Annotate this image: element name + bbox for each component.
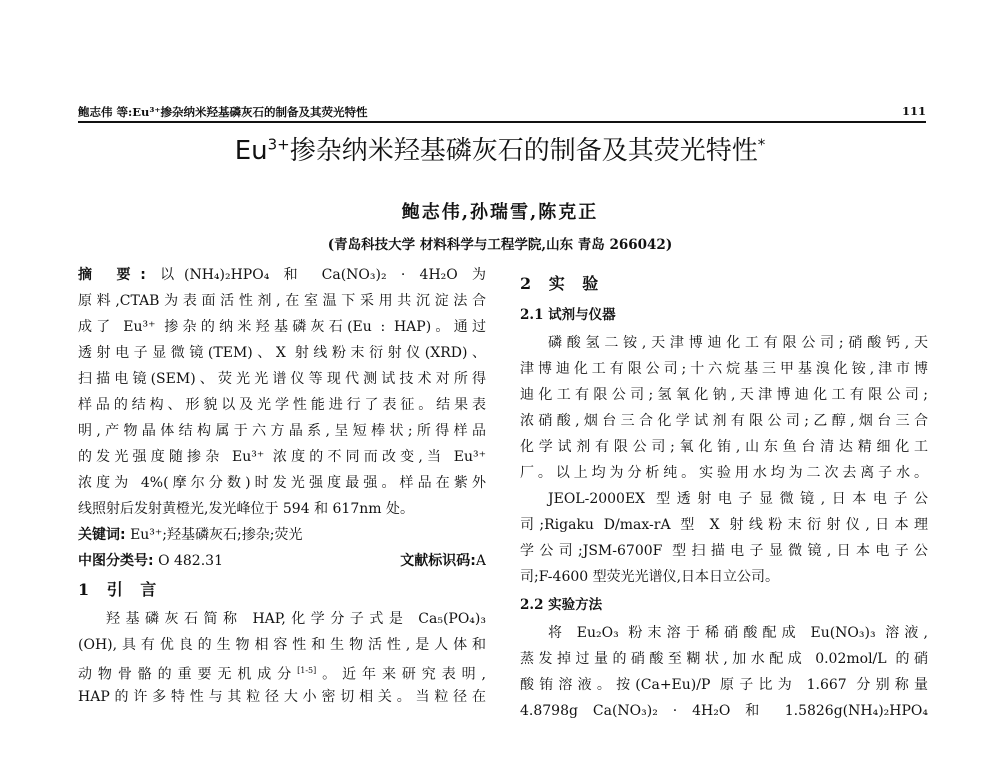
abstract-line: 样品的结构、形貌以及光学性能进行了表征。结果表 — [78, 397, 486, 413]
section-heading-introduction: 1 引 言 — [78, 580, 163, 599]
instrument-line: 司;Rigaku D/max-rA 型 X 射线粉末衍射仪,日本理 — [520, 517, 928, 533]
classification-value: O 482.31 — [158, 553, 223, 569]
title-rest: 掺杂纳米羟基磷灰石的制备及其荧光特性 — [289, 136, 758, 166]
instrument-line: 司;F-4600 型荧光光谱仪,日本日立公司。 — [520, 569, 780, 585]
title-superscript: 3+ — [267, 135, 290, 154]
abstract-line: 原料,CTAB为表面活性剂,在室温下采用共沉淀法合 — [78, 293, 486, 309]
instrument-line: 学公司;JSM-6700F 型扫描电子显微镜,日本电子公 — [520, 543, 928, 559]
citation: [1-5] — [297, 666, 317, 675]
intro-text: 动物骨骼的重要无机成分 — [78, 666, 298, 683]
reagent-line: 津博迪化工有限公司;十六烷基三甲基溴化铵,津市博 — [520, 361, 928, 377]
abstract-line: 明,产物晶体结构属于六方晶系,呈短棒状;所得样品 — [78, 423, 486, 439]
method-line: 蒸发掉过量的硝酸至糊状,加水配成 0.02mol/L 的硝 — [520, 651, 928, 667]
reagent-line: 化学试剂有限公司;氧化铕,山东鱼台清达精细化工 — [520, 439, 928, 455]
abstract-line: 成了 Eu³⁺ 掺杂的纳米羟基磷灰石(Eu : HAP)。通过 — [78, 319, 486, 335]
abstract-line — [78, 262, 486, 288]
subsection-heading-method: 2.2 实验方法 — [520, 597, 603, 613]
abstract-label: 摘 要: — [78, 267, 146, 283]
intro-line: (OH),具有优良的生物相容性和生物活性,是人体和 — [78, 637, 486, 653]
abstract-line: 的发光强度随掺杂 Eu³⁺ 浓度的不同而改变,当 Eu³⁺ — [78, 449, 486, 465]
right-column — [520, 262, 928, 724]
keywords-label: 关键词: — [78, 527, 126, 543]
method-line: 将 Eu₂O₃ 粉末溶于稀硝酸配成 Eu(NO₃)₃ 溶液, — [548, 625, 928, 641]
reagent-line: 浓硝酸,烟台三合化学试剂有限公司;乙醇,烟台三合 — [520, 413, 928, 429]
running-head — [78, 103, 926, 123]
abstract-line: 透射电子显微镜(TEM)、X 射线粉末衍射仪(XRD)、 — [78, 345, 486, 361]
instrument-line: JEOL-2000EX 型透射电子显微镜,日本电子公 — [548, 491, 928, 507]
method-line: 4.8798g Ca(NO₃)₂ · 4H₂O 和 1.5826g(NH₄)₂HPO₄ — [520, 703, 928, 719]
affiliation: (青岛科技大学 材料科学与工程学院,山东 青岛 266042) — [327, 237, 673, 253]
keywords-text: Eu³⁺;羟基磷灰石;掺杂;荧光 — [130, 527, 303, 543]
subsection-heading-reagents: 2.1 试剂与仪器 — [520, 307, 616, 323]
paper-title — [0, 130, 1000, 167]
reagent-line: 厂。以上均为分析纯。实验用水均为二次去离子水。 — [520, 465, 928, 481]
intro-line — [78, 658, 486, 684]
title-footnote-mark: * — [757, 135, 766, 154]
title-eu: Eu — [234, 136, 268, 166]
reagent-line: 迪化工有限公司;氢氧化钠,天津博迪化工有限公司; — [520, 387, 928, 403]
document-code-label: 文献标识码: — [400, 553, 476, 569]
intro-line: HAP的许多特性与其粒径大小密切相关。当粒径在 — [78, 689, 486, 705]
intro-line: 羟基磷灰石简称 HAP,化学分子式是 Ca₅(PO₄)₃ — [106, 611, 486, 627]
classification-label: 中图分类号: — [78, 553, 154, 569]
classification — [78, 548, 486, 574]
running-head-text: 鲍志伟 等:Eu³⁺掺杂纳米羟基磷灰石的制备及其荧光特性 — [78, 105, 368, 119]
keywords — [78, 522, 486, 548]
intro-text: 。近年来研究表明, — [316, 666, 486, 683]
left-column — [78, 262, 486, 710]
abstract-line: 扫描电镜(SEM)、荧光光谱仪等现代测试技术对所得 — [78, 371, 486, 387]
document-code-value: A — [475, 553, 486, 569]
abstract-text: 以(NH₄)₂HPO₄ 和 Ca(NO₃)₂ · 4H₂O 为 — [160, 267, 486, 283]
method-line: 酸铕溶液。按(Ca+Eu)/P 原子比为 1.667 分别称量 — [520, 677, 928, 693]
abstract-line: 线照射后发射黄橙光,发光峰位于 594 和 617nm 处。 — [78, 501, 414, 517]
section-heading-experiment: 2 实 验 — [520, 274, 605, 293]
page-number: 111 — [901, 104, 926, 118]
abstract-line: 浓度为 4%(摩尔分数)时发光强度最强。样品在紫外 — [78, 475, 486, 491]
reagent-line: 磷酸氢二铵,天津博迪化工有限公司;硝酸钙,天 — [548, 335, 928, 351]
authors: 鲍志伟,孙瑞雪,陈克正 — [401, 202, 599, 223]
